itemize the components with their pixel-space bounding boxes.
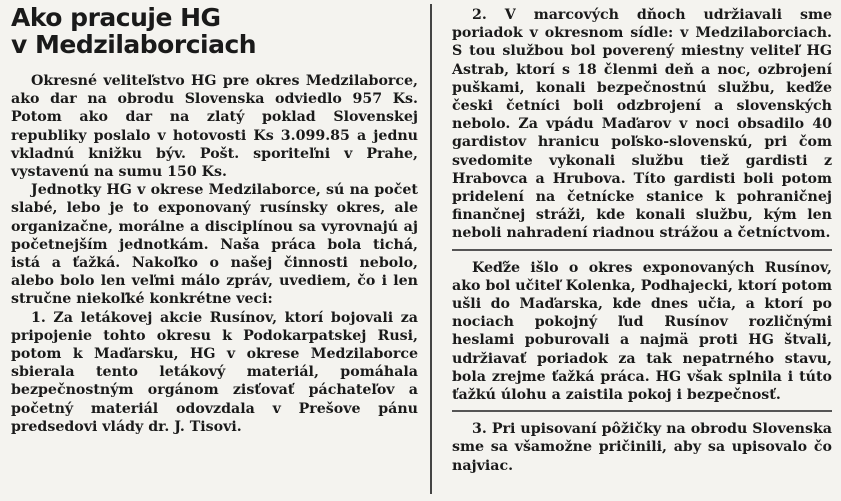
paragraph-point-3: 3. Pri upisovaní pôžičky na obrodu Slovenska sme sa všamožne pričinili, aby sa upisovalo čo najviac. bbox=[452, 421, 832, 474]
paragraph-donations: Okresné veliteľstvo HG pre okres Medzilaborce, ako dar na obrodu Slovenska odviedlo 957 Ks. Potom ako dar na zlatý poklad Slovenskej republiky poslalo v hotovosti Ks 3.099.85 a jednu vkladnú knižku býv. Pošt. sporiteľni v Prahe, vystavenú na sumu 150 Ks. bbox=[11, 73, 418, 181]
right-column bbox=[452, 6, 832, 475]
article-headline bbox=[11, 4, 418, 58]
paragraph-point-2: 2. V marcových dňoch udržiavali sme poriadok v okresnom sídle: v Medzilaborciach. S tou službou bol poverený miestny veliteľ HG Astrab, ktorí s 18 členmi deň a noc, ozbrojení puškami, konali bezpečnostnú službu, keďže česki četníci boli odzbrojení a slovenských nebolo. Za vpádu Maďarov v noci obsadilo 40 gardistov hranicu poľsko-slovenskú, pri čom svedomite vykonali službu tiež gardisti z Hrabovca a Hrubova. Títo gardisti boli potom pridelení na četnícke stanice k pohraničnej finančnej stráži, kde konali službu, kým len neboli nahradení riadnou strážou a četníctvom. bbox=[452, 7, 832, 242]
paragraph-rusins: Keďže išlo o okres exponovaných Rusínov, ako bol učiteľ Kolenka, Podhajecki, ktorí potom ušli do Maďarska, kde dnes učia, a ktorí po nociach pokojný ľud Rusínov rozličnými heslami poburovali a najmä proti HG štvali, udržiavať poriadok za tak nepatrného stavu, bola zrejme ťažká práca. HG však splnila i túto ťažkú úlohu a zaistila pokoj i bezpečnosť. bbox=[452, 259, 832, 404]
left-column bbox=[11, 0, 418, 436]
paragraph-point-1: 1. Za letákovej akcie Rusínov, ktorí bojovali za pripojenie tohto okresu k Podokarpatskej Rusi, potom k Maďarsku, HG v okrese Medzilaborce sbierala tento letákový materiál, pomáhala bezpečnostným orgánom zisťovať páchateľov a početný materiál odovzdala v Prešove pánu predsedovi vlády dr. J. Tisovi. bbox=[11, 309, 418, 435]
headline-line-2: v Medzilaborciach bbox=[11, 30, 257, 59]
headline-line-1: Ako pracuje HG bbox=[11, 3, 221, 32]
paragraph-units: Jednotky HG v okrese Medzilaborce, sú na počet slabé, lebo je to exponovaný rusínsky okres, ale organizačne, morálne a disciplínou sa vyrovnajú aj početnejším jednotkám. Naša práca bola tichá, istá a ťažká. Nakoľko o našej činnosti nebolo, alebo bolo len veľmi málo zpráv, uvediem, čo i len stručne niekoľké konkrétne veci: bbox=[11, 182, 418, 308]
section-rule bbox=[452, 249, 832, 251]
section-rule bbox=[452, 410, 832, 412]
column-divider bbox=[430, 4, 432, 494]
